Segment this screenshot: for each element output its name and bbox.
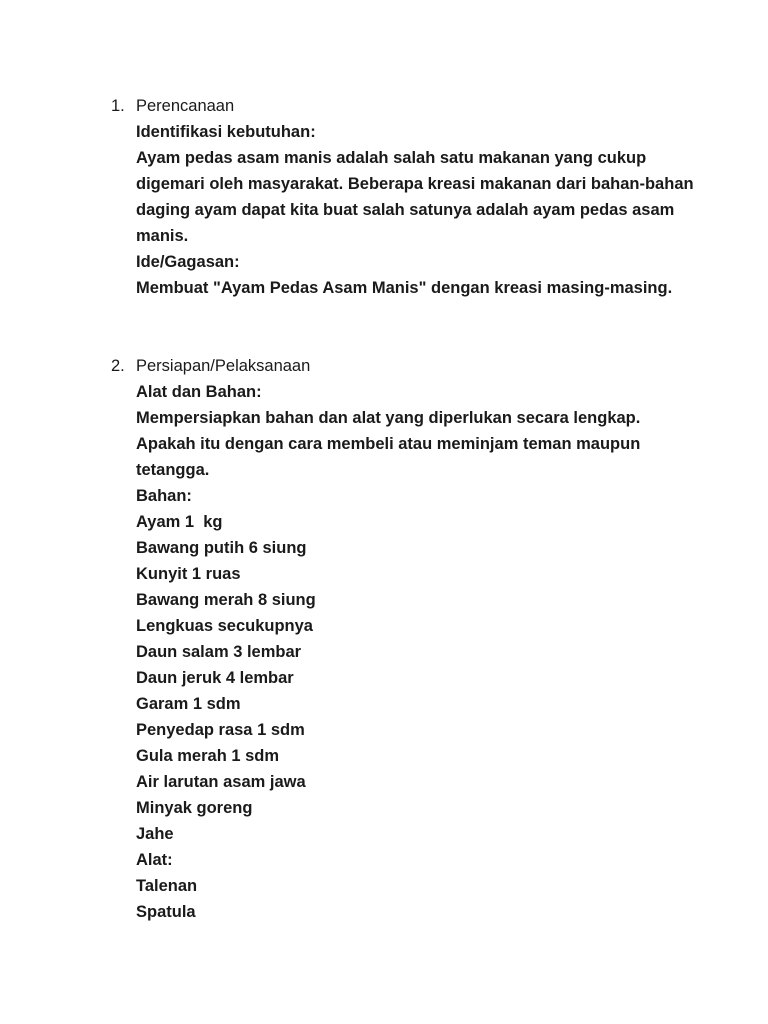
ingredient-item: Lengkuas secukupnya	[136, 617, 313, 635]
ingredient-item: Air larutan asam jawa	[136, 773, 306, 791]
tool-item: Talenan	[136, 877, 198, 895]
ingredient-item: Penyedap rasa 1 sdm	[136, 721, 305, 739]
paragraph-line: Apakah itu dengan cara membeli atau meminjam teman maupun	[136, 435, 641, 453]
ingredient-item: Ayam 1 kg	[136, 513, 223, 531]
subheading-ide-gagasan: Ide/Gagasan:	[136, 253, 240, 271]
paragraph-line: tetangga.	[136, 461, 210, 479]
section-content	[136, 353, 666, 925]
ingredient-item: Gula merah 1 sdm	[136, 747, 280, 765]
ingredient-item: Jahe	[136, 825, 174, 843]
paragraph-line: digemari oleh masyarakat. Beberapa kreasi makanan dari bahan-bahan	[136, 175, 694, 193]
paragraph-line: Membuat "Ayam Pedas Asam Manis" dengan kreasi masing-masing.	[136, 279, 673, 297]
section-number: 1.	[111, 97, 125, 115]
subheading-bahan: Bahan:	[136, 487, 192, 505]
paragraph-line: Mempersiapkan bahan dan alat yang diperlukan secara lengkap.	[136, 409, 641, 427]
tool-item: Spatula	[136, 903, 196, 921]
ingredient-item: Daun jeruk 4 lembar	[136, 669, 294, 687]
ingredient-item: Bawang putih 6 siung	[136, 539, 307, 557]
subheading-identifikasi: Identifikasi kebutuhan:	[136, 123, 316, 141]
section-content	[136, 93, 694, 301]
ingredient-item: Garam 1 sdm	[136, 695, 241, 713]
subheading-alat-bahan: Alat dan Bahan:	[136, 383, 262, 401]
ingredient-item: Bawang merah 8 siung	[136, 591, 316, 609]
ingredient-item: Daun salam 3 lembar	[136, 643, 302, 661]
ingredient-item: Minyak goreng	[136, 799, 253, 817]
section-number: 2.	[111, 357, 125, 375]
subheading-alat: Alat:	[136, 851, 173, 869]
ingredient-item: Kunyit 1 ruas	[136, 565, 241, 583]
paragraph-line: daging ayam dapat kita buat salah satunya adalah ayam pedas asam	[136, 201, 675, 219]
paragraph-line: manis.	[136, 227, 189, 245]
section-heading: Perencanaan	[136, 97, 235, 115]
section-heading: Persiapan/Pelaksanaan	[136, 357, 311, 375]
paragraph-line: Ayam pedas asam manis adalah salah satu makanan yang cukup	[136, 149, 647, 167]
